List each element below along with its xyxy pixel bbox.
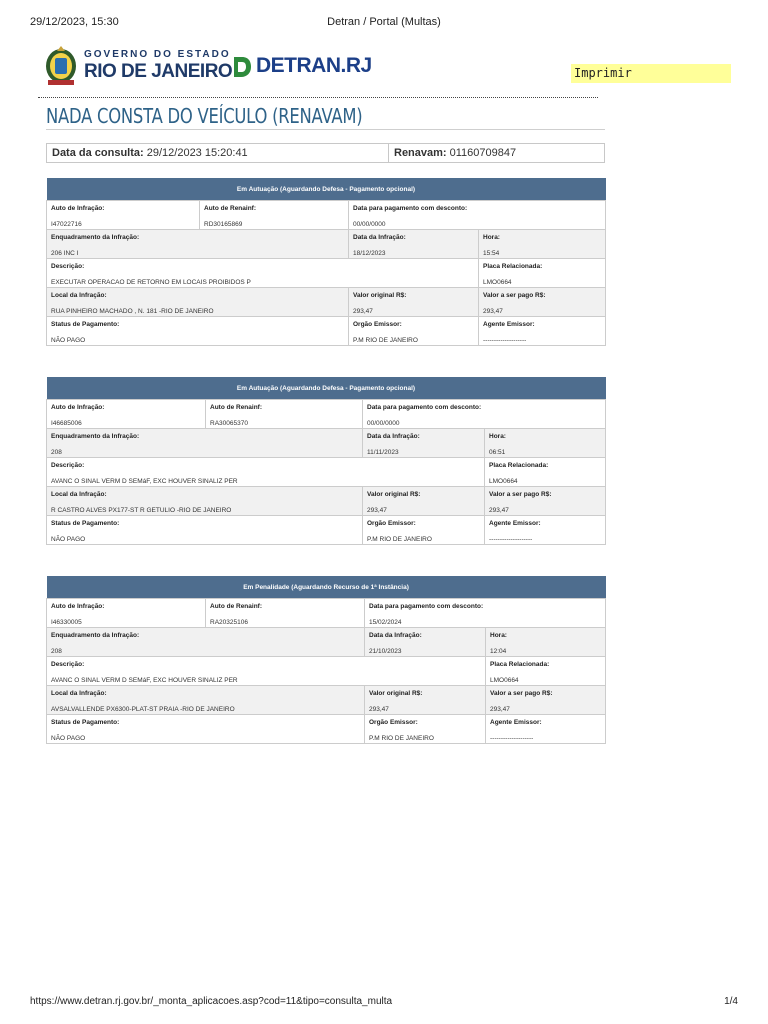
orgao-value: P.M RIO DE JANEIRO [367, 536, 432, 543]
descricao-cell [47, 259, 479, 288]
placa-label: Placa Relacionada: [483, 263, 543, 270]
status-value: NÃO PAGO [51, 337, 86, 344]
consulta-date-label: Data da consulta: [52, 147, 144, 159]
valor-pagar-cell [486, 686, 606, 715]
data-infracao-value: 18/12/2023 [353, 250, 386, 257]
orgao-label: Orgão Emissor: [353, 321, 402, 328]
hora-value: 06:51 [489, 449, 506, 456]
hora-value: 12:04 [490, 648, 507, 655]
pagamento-label: Data para pagamento com desconto: [353, 205, 468, 212]
data-infracao-label: Data da Infração: [369, 632, 422, 639]
status-value: NÃO PAGO [51, 735, 86, 742]
page-url: https://www.detran.rj.gov.br/_monta_aplicacoes.asp?cod=11&tipo=consulta_multa [30, 996, 393, 1007]
infraction-table-3 [46, 576, 606, 744]
enquadramento-label: Enquadramento da Infração: [51, 632, 140, 639]
status-value: NÃO PAGO [51, 536, 86, 543]
orgao-value: P.M RIO DE JANEIRO [369, 735, 434, 742]
hora-value: 15:54 [483, 250, 500, 257]
valor-pagar-value: 293,47 [490, 706, 510, 713]
valor-pagar-label: Valor a ser pago R$: [483, 292, 546, 299]
valor-original-label: Valor original R$: [353, 292, 407, 299]
pagamento-label: Data para pagamento com desconto: [369, 603, 484, 610]
pagamento-label: Data para pagamento com desconto: [367, 404, 482, 411]
valor-original-value: 293,47 [369, 706, 389, 713]
enquadramento-cell [47, 628, 365, 657]
pagamento-cell [349, 201, 606, 230]
data-infracao-value: 21/10/2023 [369, 648, 402, 655]
orgao-cell [363, 516, 485, 545]
data-infracao-cell [349, 230, 479, 259]
infraction-table-1 [46, 178, 606, 346]
local-value: AVSALVALLENDE PX6300-PLAT-ST PRAIA -RIO DE JANEIRO [51, 706, 235, 713]
print-page-title: Detran / Portal (Multas) [327, 16, 441, 28]
valor-original-value: 293,47 [353, 308, 373, 315]
header-logos [42, 42, 372, 90]
renavam-value: 01160709847 [449, 147, 517, 159]
descricao-label: Descrição: [51, 263, 85, 270]
valor-pagar-cell [479, 288, 606, 317]
agente-value: -------------------- [490, 735, 534, 742]
orgao-value: P.M RIO DE JANEIRO [353, 337, 418, 344]
consulta-date-value: 29/12/2023 15:20:41 [146, 147, 248, 159]
consulta-box [46, 143, 605, 163]
renavam-label: Renavam: [394, 147, 447, 159]
infraction-status-header: Em Autuação (Aguardando Defesa - Pagamento opcional) [47, 377, 606, 400]
status-label: Status de Pagamento: [51, 520, 120, 527]
title-divider [46, 129, 605, 130]
descricao-cell [47, 657, 486, 686]
hora-label: Hora: [489, 433, 506, 440]
valor-pagar-cell [485, 487, 606, 516]
page-number: 1/4 [724, 996, 738, 1007]
renainf-cell [206, 400, 363, 429]
infraction-table-2 [46, 377, 606, 545]
valor-original-value: 293,47 [367, 507, 387, 514]
valor-original-cell [349, 288, 479, 317]
placa-value: LMO0664 [483, 279, 512, 286]
auto-value: I46685006 [51, 420, 82, 427]
renainf-label: Auto de Renainf: [204, 205, 256, 212]
valor-pagar-label: Valor a ser pago R$: [490, 690, 553, 697]
orgao-cell [349, 317, 479, 346]
valor-original-label: Valor original R$: [369, 690, 423, 697]
enquadramento-cell [47, 230, 349, 259]
enquadramento-cell [47, 429, 363, 458]
descricao-value: AVANC O SINAL VERM D SEMáF, EXC HOUVER SINALIZ PER [51, 677, 238, 684]
agente-cell [485, 516, 606, 545]
local-cell [47, 686, 365, 715]
placa-label: Placa Relacionada: [489, 462, 549, 469]
local-value: R CASTRO ALVES PX177-ST R GETULIO -RIO DE JANEIRO [51, 507, 232, 514]
pagamento-value: 15/02/2024 [369, 619, 402, 626]
renainf-label: Auto de Renainf: [210, 603, 262, 610]
agente-value: -------------------- [483, 337, 527, 344]
status-cell [47, 516, 363, 545]
auto-cell [47, 599, 206, 628]
agente-cell [479, 317, 606, 346]
valor-pagar-value: 293,47 [483, 308, 503, 315]
auto-value: I46330005 [51, 619, 82, 626]
valor-pagar-value: 293,47 [489, 507, 509, 514]
valor-original-label: Valor original R$: [367, 491, 421, 498]
auto-label: Auto de Infração: [51, 404, 105, 411]
local-label: Local da Infração: [51, 690, 107, 697]
placa-cell [479, 259, 606, 288]
local-value: RUA PINHEIRO MACHADO , N. 181 -RIO DE JANEIRO [51, 308, 214, 315]
descricao-label: Descrição: [51, 661, 85, 668]
print-date: 29/12/2023, 15:30 [30, 16, 119, 28]
renainf-value: RD30165869 [204, 221, 243, 228]
agente-label: Agente Emissor: [489, 520, 541, 527]
hora-label: Hora: [490, 632, 507, 639]
enquadramento-value: 206 INC I [51, 250, 79, 257]
hora-cell [485, 429, 606, 458]
print-header [30, 16, 738, 30]
data-infracao-label: Data da Infração: [367, 433, 420, 440]
pagamento-value: 00/00/0000 [367, 420, 400, 427]
orgao-cell [365, 715, 486, 744]
descricao-value: EXECUTAR OPERACAO DE RETORNO EM LOCAIS PROIBIDOS P [51, 279, 251, 286]
enquadramento-label: Enquadramento da Infração: [51, 433, 140, 440]
page-title: NADA CONSTA DO VEÍCULO (RENAVAM) [46, 104, 363, 128]
detran-wordmark: DETRAN.RJ [256, 54, 372, 77]
infraction-status-header: Em Penalidade (Aguardando Recurso de 1ª Instância) [47, 576, 606, 599]
placa-label: Placa Relacionada: [490, 661, 550, 668]
valor-original-cell [365, 686, 486, 715]
placa-value: LMO0664 [489, 478, 518, 485]
placa-value: LMO0664 [490, 677, 519, 684]
data-infracao-label: Data da Infração: [353, 234, 406, 241]
hora-cell [486, 628, 606, 657]
orgao-label: Orgão Emissor: [367, 520, 416, 527]
hora-label: Hora: [483, 234, 500, 241]
enquadramento-value: 208 [51, 648, 62, 655]
renainf-cell [206, 599, 365, 628]
descricao-cell [47, 458, 485, 487]
renainf-value: RA20325106 [210, 619, 248, 626]
coat-of-arms-icon [42, 42, 80, 88]
pagamento-cell [365, 599, 606, 628]
placa-cell [486, 657, 606, 686]
agente-label: Agente Emissor: [483, 321, 535, 328]
descricao-label: Descrição: [51, 462, 85, 469]
placa-cell [485, 458, 606, 487]
gov-line2: RIO DE JANEIRO [84, 61, 233, 82]
pagamento-value: 00/00/0000 [353, 221, 386, 228]
renainf-value: RA30065370 [210, 420, 248, 427]
status-label: Status de Pagamento: [51, 719, 120, 726]
local-label: Local da Infração: [51, 491, 107, 498]
gov-line1: GOVERNO DO ESTADO [84, 49, 231, 60]
data-infracao-value: 11/11/2023 [367, 449, 399, 456]
orgao-label: Orgão Emissor: [369, 719, 418, 726]
agente-label: Agente Emissor: [490, 719, 542, 726]
hora-cell [479, 230, 606, 259]
status-label: Status de Pagamento: [51, 321, 120, 328]
data-infracao-cell [365, 628, 486, 657]
local-cell [47, 288, 349, 317]
auto-label: Auto de Infração: [51, 205, 105, 212]
valor-original-cell [363, 487, 485, 516]
renainf-label: Auto de Renainf: [210, 404, 262, 411]
auto-label: Auto de Infração: [51, 603, 105, 610]
status-cell [47, 317, 349, 346]
agente-value: -------------------- [489, 536, 533, 543]
local-label: Local da Infração: [51, 292, 107, 299]
dotted-divider [38, 97, 598, 98]
agente-cell [486, 715, 606, 744]
infraction-status-header: Em Autuação (Aguardando Defesa - Pagamento opcional) [47, 178, 606, 201]
enquadramento-label: Enquadramento da Infração: [51, 234, 140, 241]
renainf-cell [200, 201, 349, 230]
consulta-renavam [389, 144, 604, 162]
auto-value: I47022716 [51, 221, 82, 228]
data-infracao-cell [363, 429, 485, 458]
consulta-date [47, 144, 389, 162]
local-cell [47, 487, 363, 516]
print-footer [30, 996, 738, 1010]
detran-leaf-icon [232, 56, 252, 78]
valor-pagar-label: Valor a ser pago R$: [489, 491, 552, 498]
enquadramento-value: 208 [51, 449, 62, 456]
status-cell [47, 715, 365, 744]
pagamento-cell [363, 400, 606, 429]
auto-cell [47, 201, 200, 230]
auto-cell [47, 400, 206, 429]
print-button[interactable]: Imprimir [571, 64, 731, 83]
descricao-value: AVANC O SINAL VERM D SEMáF, EXC HOUVER SINALIZ PER [51, 478, 238, 485]
